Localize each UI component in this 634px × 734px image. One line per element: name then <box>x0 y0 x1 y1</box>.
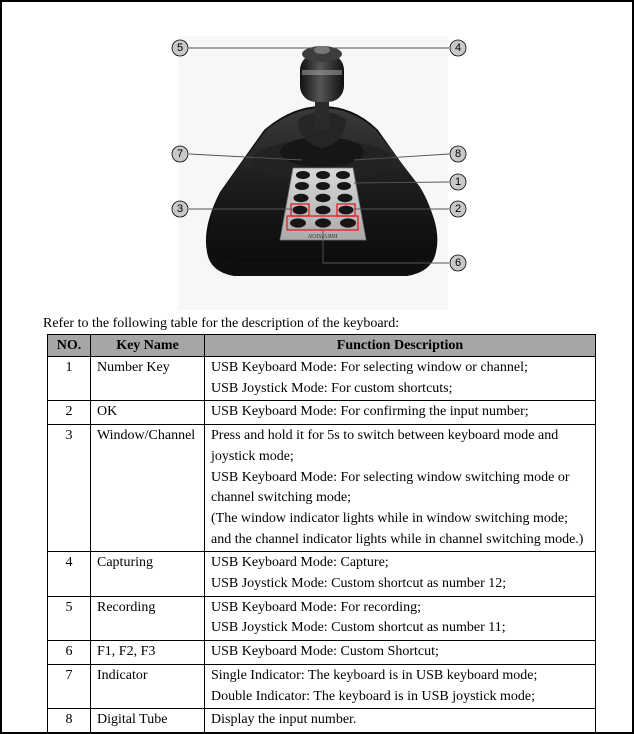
key-name: Digital Tube <box>91 709 205 733</box>
key-name: Recording <box>91 596 205 640</box>
svg-text:2: 2 <box>454 203 462 215</box>
key-name: Indicator <box>91 664 205 708</box>
svg-text:6: 6 <box>454 257 462 269</box>
row-number: 3 <box>48 425 91 552</box>
function-description: USB Keyboard Mode: For confirming the input number; <box>205 401 596 425</box>
callout-6 <box>450 255 466 271</box>
key-description-table <box>47 334 596 733</box>
svg-text:3: 3 <box>176 203 184 215</box>
svg-text:7: 7 <box>176 148 184 160</box>
function-description: USB Keyboard Mode: For selecting window or channel; USB Joystick Mode: For custom shortcuts; <box>205 357 596 401</box>
table-row <box>48 709 596 733</box>
function-description: USB Keyboard Mode: For recording; USB Joystick Mode: Custom shortcut as number 11; <box>205 596 596 640</box>
key-name: Number Key <box>91 357 205 401</box>
brand-label: HIKVISION <box>308 232 338 238</box>
row-number: 1 <box>48 357 91 401</box>
table-header-row <box>48 335 596 357</box>
callout-3 <box>172 201 188 217</box>
callout-8 <box>450 146 466 162</box>
table-row <box>48 401 596 425</box>
callout-2 <box>450 201 466 217</box>
header-function-description: Function Description <box>205 335 596 357</box>
table-row <box>48 552 596 596</box>
function-description: USB Keyboard Mode: Custom Shortcut; <box>205 641 596 665</box>
callout-7 <box>172 146 188 162</box>
row-number: 4 <box>48 552 91 596</box>
function-description: Press and hold it for 5s to switch between keyboard mode and joystick mode; USB Keyboard Mode: For selecting window switching mode or channel switching mode; (The window indicator lights while in window switching mode; and the channel indicator lights while in channel switching mode.) <box>205 425 596 552</box>
function-description: Single Indicator: The keyboard is in USB keyboard mode; Double Indicator: The keyboard is in USB joystick mode; <box>205 664 596 708</box>
key-panel <box>280 168 366 240</box>
keyboard-figure <box>2 2 632 312</box>
intro-text: Refer to the following table for the description of the keyboard: <box>43 316 400 331</box>
row-number: 5 <box>48 596 91 640</box>
table-row <box>48 596 596 640</box>
header-key-name: Key Name <box>91 335 205 357</box>
key-name: OK <box>91 401 205 425</box>
table-row <box>48 641 596 665</box>
row-number: 6 <box>48 641 91 665</box>
key-name: Window/Channel <box>91 425 205 552</box>
header-no: NO. <box>48 335 91 357</box>
svg-text:4: 4 <box>454 42 462 54</box>
keyboard-illustration <box>2 2 632 312</box>
callout-4 <box>450 40 466 56</box>
key-name: F1, F2, F3 <box>91 641 205 665</box>
callout-1 <box>450 174 466 190</box>
svg-text:5: 5 <box>176 42 184 54</box>
table-row <box>48 357 596 401</box>
row-number: 8 <box>48 709 91 733</box>
function-description: Display the input number. <box>205 709 596 733</box>
svg-text:1: 1 <box>454 176 462 188</box>
table-row <box>48 425 596 552</box>
row-number: 2 <box>48 401 91 425</box>
svg-text:8: 8 <box>454 148 462 160</box>
function-description: USB Keyboard Mode: Capture; USB Joystick Mode: Custom shortcut as number 12; <box>205 552 596 596</box>
row-number: 7 <box>48 664 91 708</box>
callout-5 <box>172 40 188 56</box>
key-name: Capturing <box>91 552 205 596</box>
table-row <box>48 664 596 708</box>
